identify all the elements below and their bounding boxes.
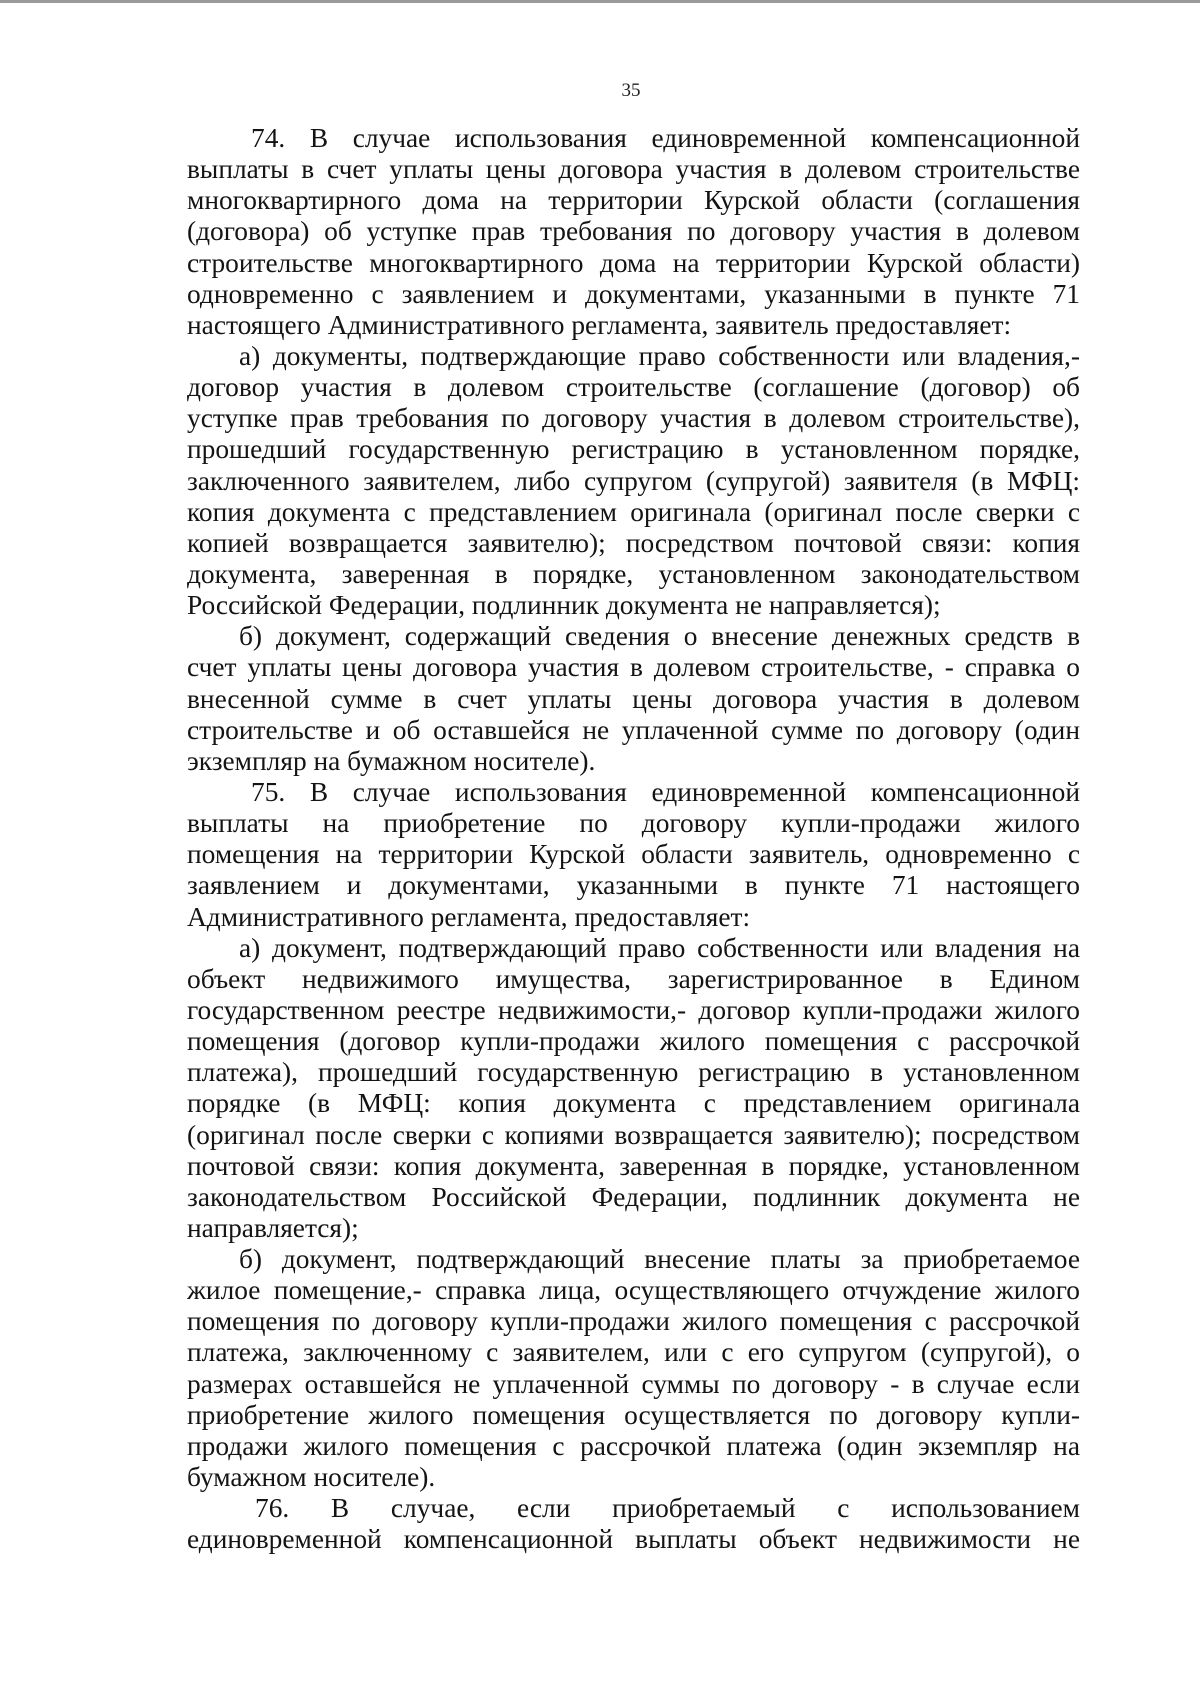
text-line: Российской Федерации, подлинник документа не направляется);: [187, 590, 941, 621]
text-line: размерах оставшейся не уплаченной суммы по договору - в случае если: [187, 1368, 1080, 1399]
text-line: внесенной сумме в счет уплаты цены договора участия в долевом: [187, 683, 1080, 714]
text-line: порядке (в МФЦ: копия документа с представлением оригинала: [187, 1088, 1080, 1119]
text-line: выплаты на приобретение по договору купли-продажи жилого: [187, 808, 1080, 839]
text-line: платежа, заключенному с заявителем, или с его супругом (супругой), о: [187, 1337, 1080, 1368]
text-line: помещения (договор купли-продажи жилого помещения с рассрочкой: [187, 1026, 1080, 1057]
text-line: Административного регламента, предоставляет:: [187, 901, 751, 932]
text-line: почтовой связи: копия документа, заверенная в порядке, установленном: [187, 1150, 1080, 1181]
text-line: а) документы, подтверждающие право собственности или владения,-: [239, 340, 1080, 371]
text-line: копия документа с представлением оригинала (оригинал после сверки с: [187, 496, 1080, 527]
text-line: б) документ, подтверждающий внесение платы за приобретаемое: [239, 1244, 1080, 1275]
text-line: б) документ, содержащий сведения о внесение денежных средств в: [239, 621, 1080, 652]
text-line: одновременно с заявлением и документами, указанными в пункте 71: [187, 278, 1080, 309]
text-line: платежа), прошедший государственную регистрацию в установленном: [187, 1057, 1080, 1088]
text-line: бумажном носителе).: [187, 1462, 436, 1493]
scan-edge-line: [0, 0, 1200, 3]
text-line: приобретение жилого помещения осуществляется по договору купли-: [187, 1399, 1080, 1430]
text-line: а) документ, подтверждающий право собственности или владения на: [239, 932, 1080, 963]
page-number: 35: [621, 80, 641, 101]
text-line: 75. В случае использования единовременной компенсационной: [251, 776, 1080, 807]
text-line: объект недвижимого имущества, зарегистрированное в Едином: [187, 963, 1080, 994]
text-line: заключенного заявителем, либо супругом (супругой) заявителя (в МФЦ:: [187, 465, 1080, 496]
text-line: (оригинал после сверки с копиями возвращается заявителю); посредством: [187, 1119, 1080, 1150]
text-line: строительстве и об оставшейся не уплаченной сумме по договору (один: [187, 714, 1080, 745]
text-line: копией возвращается заявителю); посредством почтовой связи: копия: [187, 527, 1080, 558]
text-line: заявлением и документами, указанными в пункте 71 настоящего: [187, 870, 1080, 901]
text-line: законодательством Российской Федерации, подлинник документа не: [187, 1181, 1080, 1212]
text-line: помещения по договору купли-продажи жилого помещения с рассрочкой: [187, 1306, 1080, 1337]
text-line: экземпляр на бумажном носителе).: [187, 745, 596, 776]
text-line: документа, заверенная в порядке, установленном законодательством: [187, 558, 1080, 589]
text-line: продажи жилого помещения с рассрочкой платежа (один экземпляр на: [187, 1430, 1080, 1461]
text-line: жилое помещение,- справка лица, осуществляющего отчуждение жилого: [187, 1275, 1080, 1306]
text-line: 76. В случае, если приобретаемый с использованием: [255, 1493, 1080, 1524]
text-line: прошедший государственную регистрацию в установленном порядке,: [187, 434, 1080, 465]
text-line: 74. В случае использования единовременной компенсационной: [251, 123, 1080, 153]
text-line: многоквартирного дома на территории Курской области (соглашения: [187, 185, 1080, 216]
text-line: настоящего Административного регламента, заявитель предоставляет:: [187, 309, 1012, 340]
text-line: счет уплаты цены договора участия в долевом строительстве, - справка о: [187, 652, 1080, 683]
document-body: [187, 123, 1080, 1555]
text-line: (договора) об уступке прав требования по договору участия в долевом: [187, 216, 1080, 247]
text-line: строительстве многоквартирного дома на территории Курской области): [187, 247, 1080, 278]
text-line: уступке прав требования по договору участия в долевом строительстве),: [187, 403, 1080, 434]
text-line: единовременной компенсационной выплаты объект недвижимости не: [187, 1524, 1080, 1555]
text-line: договор участия в долевом строительстве (соглашение (договор) об: [187, 372, 1080, 403]
text-line: государственном реестре недвижимости,- договор купли-продажи жилого: [187, 994, 1080, 1025]
text-line: помещения на территории Курской области заявитель, одновременно с: [187, 839, 1080, 870]
text-line: выплаты в счет уплаты цены договора участия в долевом строительстве: [187, 154, 1080, 185]
text-line: направляется);: [187, 1212, 359, 1243]
